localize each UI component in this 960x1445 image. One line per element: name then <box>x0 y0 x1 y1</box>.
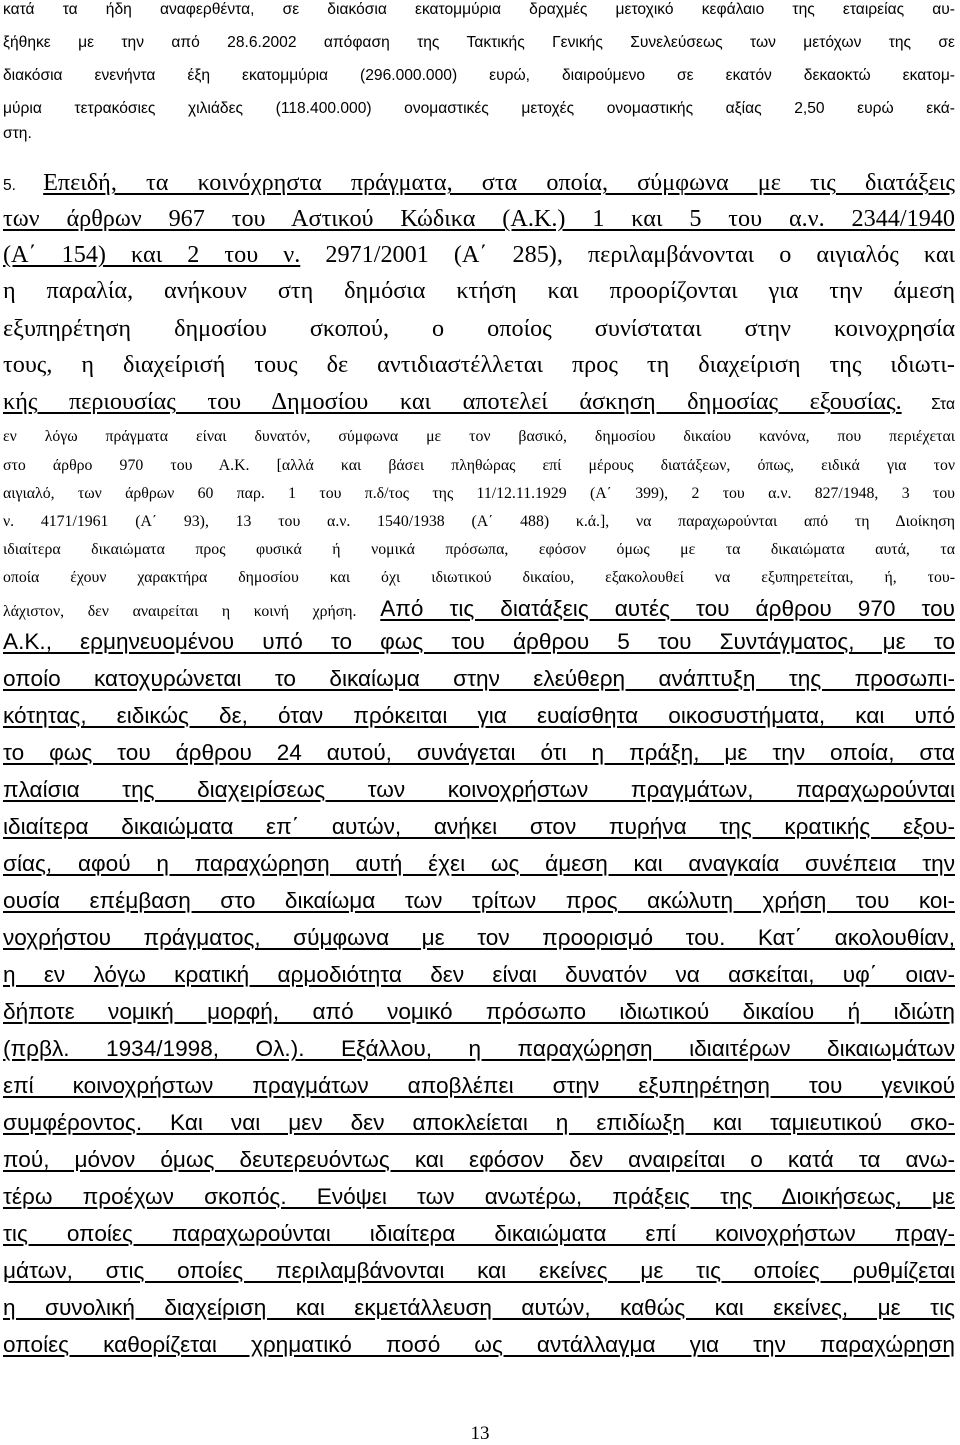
text-line <box>3 812 955 842</box>
text-span: ουσία επέμβαση στο δικαίωμα των τρίτων προς ακώλυτη χρήση του κοι- <box>3 888 955 913</box>
page-number: 13 <box>470 1423 490 1444</box>
text-line: αιγιαλό, των άρθρων 60 παρ. 1 του π.δ/τος της 11/12.11.1929 (Α΄ 399), 2 του α.ν. 827/1948, 3 του <box>3 485 955 502</box>
text-line: εν λόγω πράγματα είναι δυνατόν, σύμφωνα με τον βασικό, δημοσίου δικαίου κανόνα, που περιέχεται <box>3 428 955 445</box>
text-span: πλαίσια της διαχειρίσεως των κοινοχρήστων πραγμάτων, παραχωρούνται <box>3 777 955 802</box>
text-line <box>3 960 955 990</box>
text-span: σίας, αφού η παραχώρηση αυτή έχει ως άμεση και αναγκαία συνέπεια την <box>3 851 955 876</box>
text-line <box>3 594 955 624</box>
text-span: ιδιαίτερα δικαιώματα επ΄ αυτών, ανήκει στον πυρήνα της κρατικής εξου- <box>3 814 955 839</box>
text-span: οποίο κατοχυρώνεται το δικαίωμα στην ελεύθερη ανάπτυξη της προσωπι- <box>3 666 955 691</box>
text-span: δήποτε νομική μορφή, από νομικό πρόσωπο ιδιωτικού δικαίου ή ιδιώτη <box>3 999 955 1024</box>
text-line <box>3 1145 955 1175</box>
text-line <box>3 240 955 270</box>
text-line <box>3 1108 955 1138</box>
text-span: μάτων, στις οποίες περιλαμβάνονται και εκείνες με τις οποίες ρυθμίζεται <box>3 1258 955 1283</box>
text-span: λάχιστον, δεν αναιρείται η κοινή χρήση. <box>3 603 357 620</box>
text-line <box>3 886 955 916</box>
text-line: ιδιαίτερα δικαιώματα προς φυσικά ή νομικά πρόσωπα, εφόσον όμως με τα δικαιώματα αυτά, τα <box>3 541 955 558</box>
text-line <box>3 923 955 953</box>
text-span: Από τις διατάξεις αυτές του άρθρου 970 του <box>380 596 955 621</box>
text-span: το φως του άρθρου 24 αυτού, συνάγεται ότι η πράξη, με την οποία, στα <box>3 740 955 765</box>
text-line: η παραλία, ανήκουν στη δημόσια κτήση και προορίζονται για την άμεση <box>3 277 955 304</box>
text-span: κής περιουσίας του Δημοσίου και αποτελεί άσκηση δημοσίας εξουσίας. <box>3 388 902 415</box>
text-line: κατά τα ήδη αναφερθέντα, σε διακόσια εκατομμύρια δραχμές μετοχικό κεφάλαιο της εταιρείας αυ- <box>3 1 955 18</box>
text-line <box>3 849 955 879</box>
text-span: των άρθρων 967 του Αστικού Κώδικα (Α.Κ.) 1 και 5 του α.ν. 2344/1940 <box>3 205 955 232</box>
text-line: διακόσια ενενήντα έξη εκατομμύρια (296.000.000) ευρώ, διαιρούμενο σε εκατόν δεκαοκτώ εκατομ- <box>3 67 955 84</box>
text-line <box>3 204 955 234</box>
text-line <box>3 627 955 657</box>
text-line <box>3 1071 955 1101</box>
text-line: ν. 4171/1961 (Α΄ 93), 13 του α.ν. 1540/1938 (Α΄ 488) κ.ά.], να παραχωρούνται από τη Διοίκηση <box>3 513 955 530</box>
text-line <box>3 387 955 417</box>
text-span: τέρω προέχων σκοπός. Ενόψει των ανωτέρω, πράξεις της Διοικήσεως, με <box>3 1184 955 1209</box>
text-line <box>3 701 955 731</box>
text-span: κότητας, ειδικώς δε, όταν πρόκειται για ευαίσθητα οικοσυστήματα, και υπό <box>3 703 955 728</box>
text-line <box>3 775 955 805</box>
text-span: επί κοινοχρήστων πραγμάτων αποβλέπει στην εξυπηρέτηση του γενικού <box>3 1073 955 1098</box>
text-line: μύρια τετρακόσιες χιλιάδες (118.400.000) ονομαστικές μετοχές ονομαστικής αξίας 2,50 ευρώ εκά- <box>3 100 955 117</box>
text-span: η συνολική διαχείριση και εκμετάλλευση αυτών, καθώς και εκείνες, με τις <box>3 1295 955 1320</box>
text-line <box>3 997 955 1027</box>
text-span: η εν λόγω κρατική αρμοδιότητα δεν είναι δυνατόν να ασκείται, υφ΄ οιαν- <box>3 962 955 987</box>
text-line <box>3 1256 955 1286</box>
text-line: στη. <box>3 125 32 142</box>
text-span: Επειδή, τα κοινόχρηστα πράγματα, στα οποία, σύμφωνα με τις διατάξεις <box>43 169 955 196</box>
text-span: (Α΄ 154) και 2 του ν. <box>3 241 301 268</box>
text-line <box>3 664 955 694</box>
text-line <box>3 1034 955 1064</box>
text-span: (πρβλ. 1934/1998, Ολ.). Εξάλλου, η παραχώρηση ιδιαιτέρων δικαιωμάτων <box>3 1036 955 1061</box>
text-line: ξήθηκε με την από 28.6.2002 απόφαση της Τακτικής Γενικής Συνελεύσεως των μετόχων της σε <box>3 34 955 51</box>
text-span: τις οποίες παραχωρούνται ιδιαίτερα δικαιώματα επί κοινοχρήστων πραγ- <box>3 1221 955 1246</box>
text-line: οποία έχουν χαρακτήρα δημοσίου και όχι ιδιωτικού δικαίου, εξακολουθεί να εξυπηρετείται, ή, του- <box>3 569 955 586</box>
text-span: Στα <box>931 396 955 413</box>
text-span: νοχρήστου πράγματος, σύμφωνα με τον προορισμό του. Κατ΄ ακολουθίαν, <box>3 925 955 950</box>
text-span: πού, μόνον όμως δευτερευόντως και εφόσον δεν αναιρείται ο κατά τα ανω- <box>3 1147 955 1172</box>
text-span: συμφέροντος. Και ναι μεν δεν αποκλείεται η επιδίωξη και ταμιευτικού σκο- <box>3 1110 955 1135</box>
text-line: εξυπηρέτηση δημοσίου σκοπού, ο οποίος συνίσταται στην κοινοχρησία <box>3 315 955 342</box>
paragraph-number: 5. <box>3 177 17 194</box>
text-line <box>3 1330 955 1360</box>
text-line <box>3 1219 955 1249</box>
text-span: Α.Κ., ερμηνευομένου υπό το φως του άρθρου 5 του Συντάγματος, με το <box>3 629 955 654</box>
text-span: 2971/2001 (Α΄ 285), περιλαμβάνονται ο αιγιαλός και <box>325 241 955 268</box>
text-line <box>3 1182 955 1212</box>
paragraph-5-line-1 <box>3 168 955 198</box>
text-line <box>3 738 955 768</box>
text-line <box>3 1293 955 1323</box>
text-line: τους, η διαχείρισή τους δε αντιδιαστέλλεται προς τη διαχείριση της ιδιωτι- <box>3 351 955 378</box>
text-line: στο άρθρο 970 του Α.Κ. [αλλά και βάσει πληθώρας επί μέρους διατάξεων, όπως, ειδικά για τον <box>3 457 955 474</box>
text-span: οποίες καθορίζεται χρηματικό ποσό ως αντάλλαγμα για την παραχώρηση <box>3 1332 955 1357</box>
